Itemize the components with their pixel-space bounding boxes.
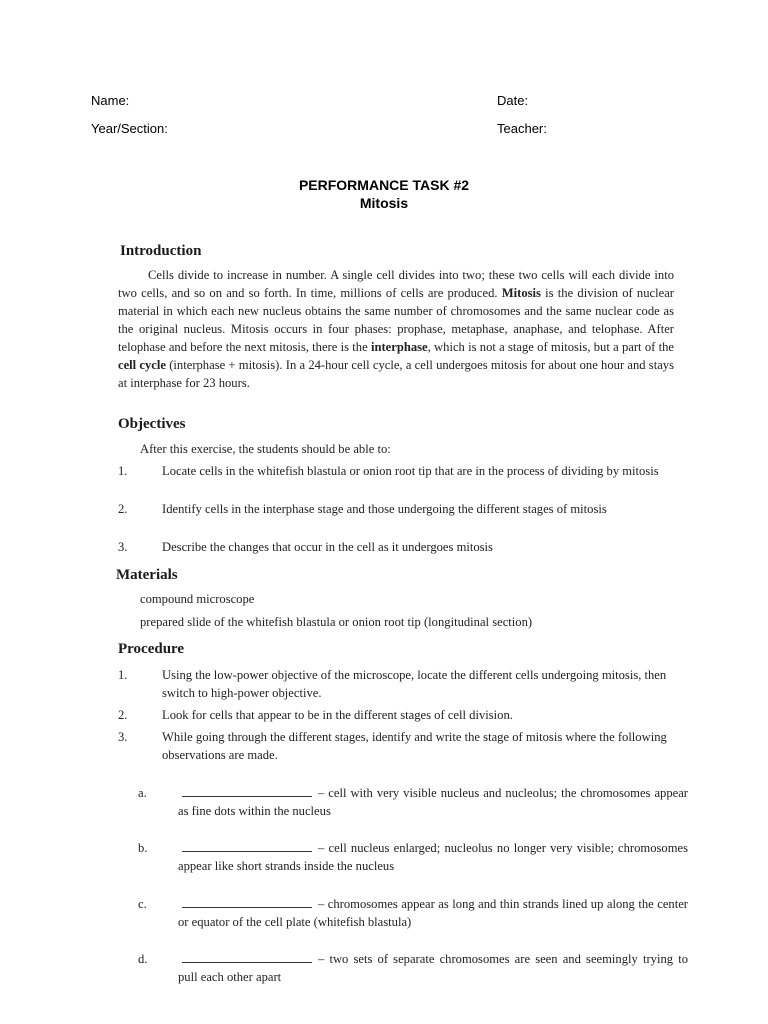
objectives-lead: After this exercise, the students should be able to: [140, 442, 391, 456]
answer-blank[interactable] [182, 786, 312, 797]
procedure-number: 3. [118, 730, 128, 744]
observation-item [138, 839, 688, 875]
year-section-label: Year/Section: [91, 121, 168, 136]
observation-item [138, 784, 688, 820]
observation-item [138, 950, 688, 986]
procedure-item [118, 728, 692, 764]
procedure-text: Look for cells that appear to be in the different stages of cell division. [162, 708, 513, 722]
objective-text: Identify cells in the interphase stage and those undergoing the different stages of mitosis [162, 502, 607, 516]
observation-item [138, 895, 688, 931]
objectives-heading: Objectives [118, 416, 186, 432]
observation-text: – two sets of separate chromosomes are seen and seemingly trying to pull each other apart [178, 952, 688, 984]
intro-text-4: (interphase + mitosis). In a 24-hour cell cycle, a cell undergoes mitosis for about one hour and stays at interphase for 23 hours. [118, 358, 674, 390]
objective-item [118, 462, 692, 480]
procedure-number: 2. [118, 708, 128, 722]
intro-text-2: is the division of nuclear material in which each new nucleus obtains the same number of chromosomes and the same nuclear code as the original nucleus. Mitosis occurs in four phases: prophase, metaphase, anaphase, and telophase. After telophase and before the next mitosis, there is the [118, 286, 674, 354]
procedure-number: 1. [118, 668, 128, 682]
introduction-heading: Introduction [120, 243, 202, 259]
objective-item [118, 538, 692, 556]
observation-letter: c. [138, 897, 147, 911]
objective-number: 1. [118, 464, 128, 478]
worksheet-scan [112, 232, 688, 992]
procedure-text: While going through the different stages, identify and write the stage of mitosis where the following observations are made. [162, 730, 667, 762]
date-label: Date: [497, 93, 529, 108]
intro-text-3: , which is not a stage of mitosis, but a part of the [427, 340, 674, 354]
answer-blank[interactable] [182, 952, 312, 963]
teacher-label: Teacher: [497, 121, 547, 136]
materials-heading: Materials [116, 567, 178, 583]
material-item: prepared slide of the whitefish blastula or onion root tip (longitudinal section) [140, 615, 533, 629]
intro-text-1: Cells divide to increase in number. A single cell divides into two; these two cells will each divide into two cells, and so on and so forth. In time, millions of cells are produced. [118, 268, 674, 300]
procedure-item [118, 706, 692, 724]
objective-text: Locate cells in the whitefish blastula or onion root tip that are in the process of dividing by mitosis [162, 464, 659, 478]
intro-term-interphase: interphase [370, 340, 428, 354]
procedure-text: Using the low-power objective of the microscope, locate the different cells undergoing mitosis, then switch to high-power objective. [162, 668, 667, 700]
procedure-heading: Procedure [118, 641, 185, 657]
observation-text: – cell nucleus enlarged; nucleolus no longer very visible; chromosomes appear like short strands inside the nucleus [178, 841, 688, 873]
page-subtitle: Mitosis [359, 195, 409, 211]
answer-blank[interactable] [182, 897, 312, 908]
intro-term-cell-cycle: cell cycle [118, 358, 166, 372]
intro-term-mitosis: Mitosis [501, 286, 541, 300]
objective-text: Describe the changes that occur in the cell as it undergoes mitosis [162, 540, 493, 554]
material-item: compound microscope [140, 592, 255, 606]
observation-letter: b. [138, 841, 148, 855]
answer-blank[interactable] [182, 841, 312, 852]
observation-text: – cell with very visible nucleus and nucleolus; the chromosomes appear as fine dots within the nucleus [178, 786, 688, 818]
observation-letter: a. [138, 786, 147, 800]
objective-number: 3. [118, 540, 128, 554]
procedure-item [118, 666, 692, 702]
name-label: Name: [91, 93, 130, 108]
introduction-paragraph [118, 266, 674, 392]
page-title: PERFORMANCE TASK #2 [298, 177, 470, 193]
objective-number: 2. [118, 502, 128, 516]
observation-text: – chromosomes appear as long and thin strands lined up along the center or equator of the cell plate (whitefish blastula) [178, 897, 688, 929]
objective-item [118, 500, 692, 518]
observation-letter: d. [138, 952, 148, 966]
